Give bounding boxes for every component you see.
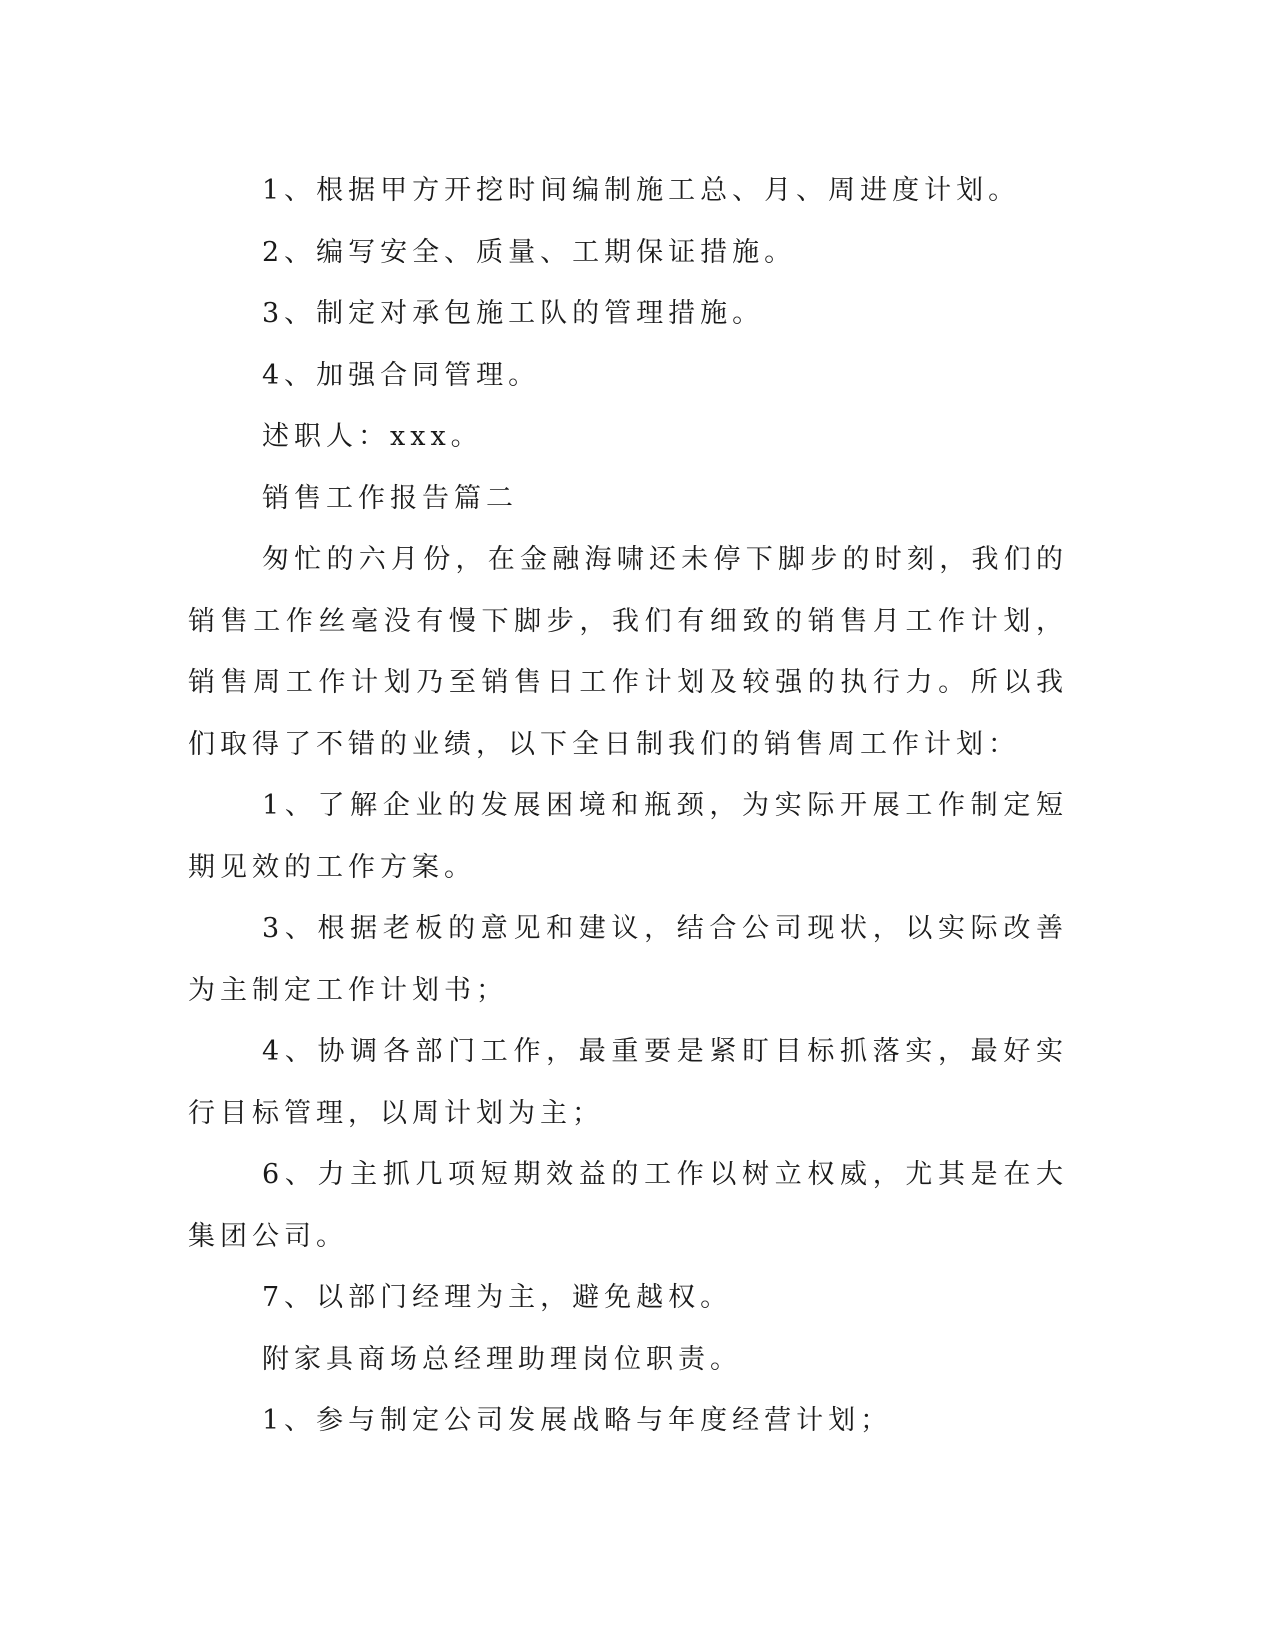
section-heading: 销售工作报告篇二 <box>262 482 518 514</box>
paragraph: 2、编写安全、质量、工期保证措施。 <box>262 236 797 268</box>
paragraph: 匆忙的六月份，在金融海啸还未停下脚步的时刻，我们的销售工作丝毫没有慢下脚步，我们有细致的销售月工作计划，销售周工作计划乃至销售日工作计划及较强的执行力。所以我们取得了不错的业绩，以下全日制我们的销售周工作计划： <box>188 544 1068 760</box>
paragraph: 附家具商场总经理助理岗位职责。 <box>262 1343 742 1375</box>
paragraph: 3、根据老板的意见和建议，结合公司现状，以实际改善为主制定工作计划书； <box>188 913 1068 1006</box>
signature-line: 述职人：xxx。 <box>262 421 483 452</box>
paragraph: 1、参与制定公司发展战略与年度经营计划； <box>262 1405 893 1436</box>
document-body <box>188 160 1068 1452</box>
paragraph: 1、根据甲方开挖时间编制施工总、月、周进度计划。 <box>262 175 1021 206</box>
paragraph: 4、加强合同管理。 <box>262 359 541 391</box>
paragraph: 7、以部门经理为主，避免越权。 <box>262 1282 733 1313</box>
paragraph: 3、制定对承包施工队的管理措施。 <box>262 298 765 329</box>
paragraph: 4、协调各部门工作，最重要是紧盯目标抓落实，最好实行目标管理，以周计划为主； <box>188 1036 1068 1129</box>
paragraph: 6、力主抓几项短期效益的工作以树立权威，尤其是在大集团公司。 <box>188 1159 1068 1252</box>
paragraph: 1、了解企业的发展困境和瓶颈，为实际开展工作制定短期见效的工作方案。 <box>188 790 1068 883</box>
